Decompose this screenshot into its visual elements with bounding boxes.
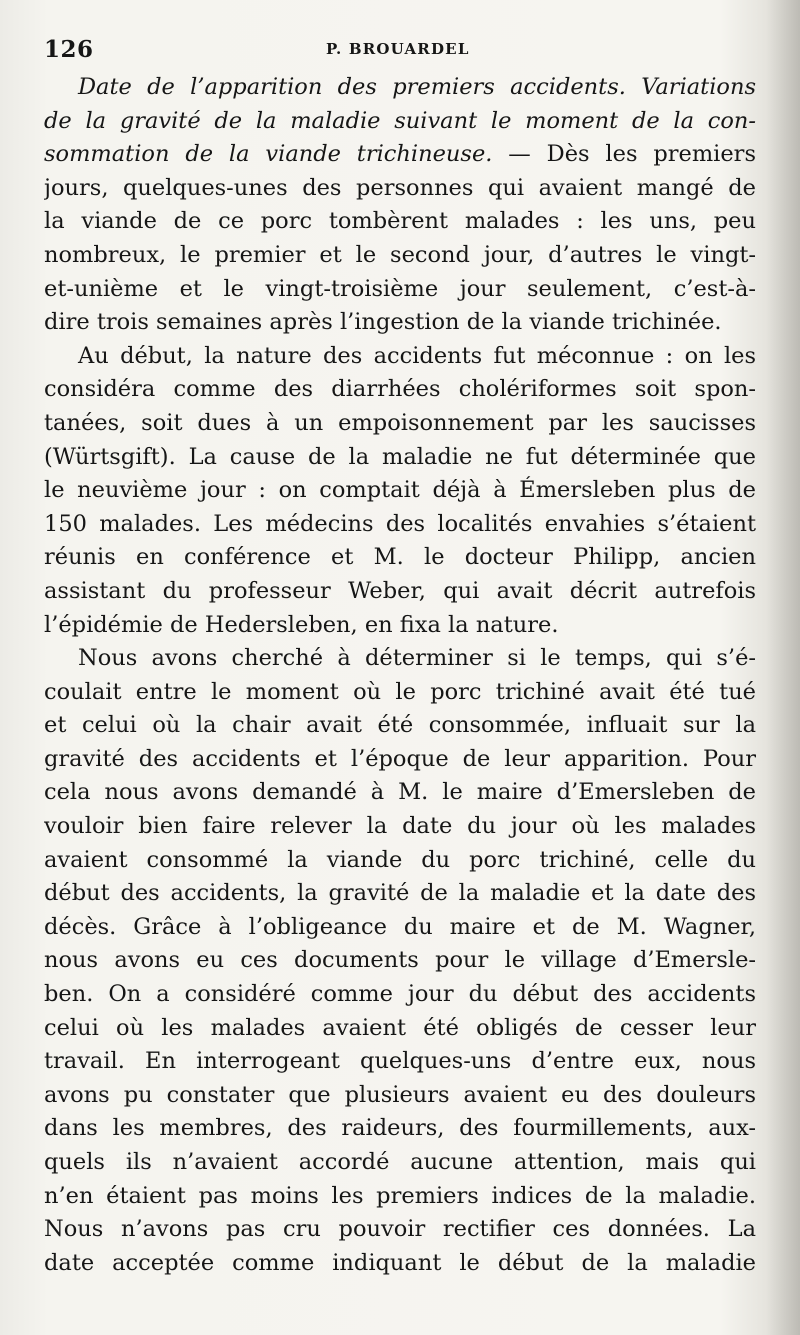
text-line: quels ils n’avaient accordé aucune attention, mais qui bbox=[44, 1149, 756, 1175]
text-line: Nous n’avons pas cru pouvoir rectifier ces données. La bbox=[44, 1216, 756, 1243]
running-head bbox=[44, 36, 760, 66]
text-line: le neuvième jour : on comptait déjà à Émersleben plus de bbox=[44, 477, 756, 504]
text-line: celui où les malades avaient été obligés de cesser leur bbox=[44, 1014, 756, 1041]
text-line: et-unième et le vingt-troisième jour seulement, c’est-à- bbox=[44, 275, 756, 302]
text-line: Date de l’apparition des premiers accidents. Variations bbox=[78, 74, 756, 100]
text-line: jours, quelques-unes des personnes qui avaient mangé de bbox=[44, 174, 756, 201]
text-line: (Würtsgift). La cause de la maladie ne fut déterminée que bbox=[44, 443, 756, 470]
text-line: tanées, soit dues à un empoisonnement par les saucisses bbox=[44, 409, 756, 436]
text-fragment: — Dès les premiers bbox=[492, 141, 756, 168]
text-line bbox=[44, 138, 756, 172]
text-line: l’épidémie de Hedersleben, en fixa la nature. bbox=[44, 611, 559, 638]
heading-italic-fragment: sommation de la viande trichineuse. bbox=[44, 141, 493, 168]
text-line: avaient consommé la viande du porc trichiné, celle du bbox=[44, 846, 756, 873]
text-line: cela nous avons demandé à M. le maire d’Emersleben de bbox=[44, 779, 756, 806]
page-number: 126 bbox=[44, 36, 94, 63]
text-line: assistant du professeur Weber, qui avait décrit autrefois bbox=[44, 577, 756, 604]
text-line: ben. On a considéré comme jour du début des accidents bbox=[44, 981, 756, 1008]
text-line: la viande de ce porc tombèrent malades : les uns, peu bbox=[44, 208, 756, 235]
text-line: coulait entre le moment où le porc trichiné avait été tué bbox=[44, 678, 756, 705]
text-line: gravité des accidents et l’époque de leur apparition. Pour bbox=[44, 745, 756, 772]
page-edge-shadow bbox=[766, 0, 800, 1335]
text-line: Nous avons cherché à déterminer si le temps, qui s’é- bbox=[78, 645, 756, 672]
text-line: date acceptée comme indiquant le début de la maladie bbox=[44, 1249, 756, 1276]
text-line: travail. En interrogeant quelques-uns d’entre eux, nous bbox=[44, 1048, 756, 1075]
text-line: considéra comme des diarrhées cholériformes soit spon- bbox=[44, 376, 756, 403]
text-line: décès. Grâce à l’obligeance du maire et de M. Wagner, bbox=[44, 913, 756, 940]
text-line: dans les membres, des raideurs, des fourmillements, aux- bbox=[44, 1115, 756, 1142]
text-line: 150 malades. Les médecins des localités envahies s’étaient bbox=[44, 510, 756, 537]
text-line: début des accidents, la gravité de la maladie et la date des bbox=[44, 880, 756, 907]
body-text bbox=[44, 71, 756, 1280]
text-line: nous avons eu ces documents pour le village d’Emersle- bbox=[44, 947, 756, 974]
text-line: et celui où la chair avait été consommée, influait sur la bbox=[44, 712, 756, 739]
text-line: vouloir bien faire relever la date du jour où les malades bbox=[44, 813, 756, 840]
text-line: dire trois semaines après l’ingestion de la viande trichinée. bbox=[44, 309, 722, 336]
text-line: n’en étaient pas moins les premiers indices de la maladie. bbox=[44, 1182, 756, 1209]
text-line: avons pu constater que plusieurs avaient eu des douleurs bbox=[44, 1081, 756, 1108]
text-line: de la gravité de la maladie suivant le moment de la con- bbox=[44, 107, 756, 134]
text-line: réunis en conférence et M. le docteur Philipp, ancien bbox=[44, 544, 756, 571]
text-line: Au début, la nature des accidents fut méconnue : on les bbox=[78, 342, 756, 369]
author-running-title: P. BROUARDEL bbox=[326, 40, 470, 58]
text-line: nombreux, le premier et le second jour, d’autres le vingt- bbox=[44, 241, 756, 268]
